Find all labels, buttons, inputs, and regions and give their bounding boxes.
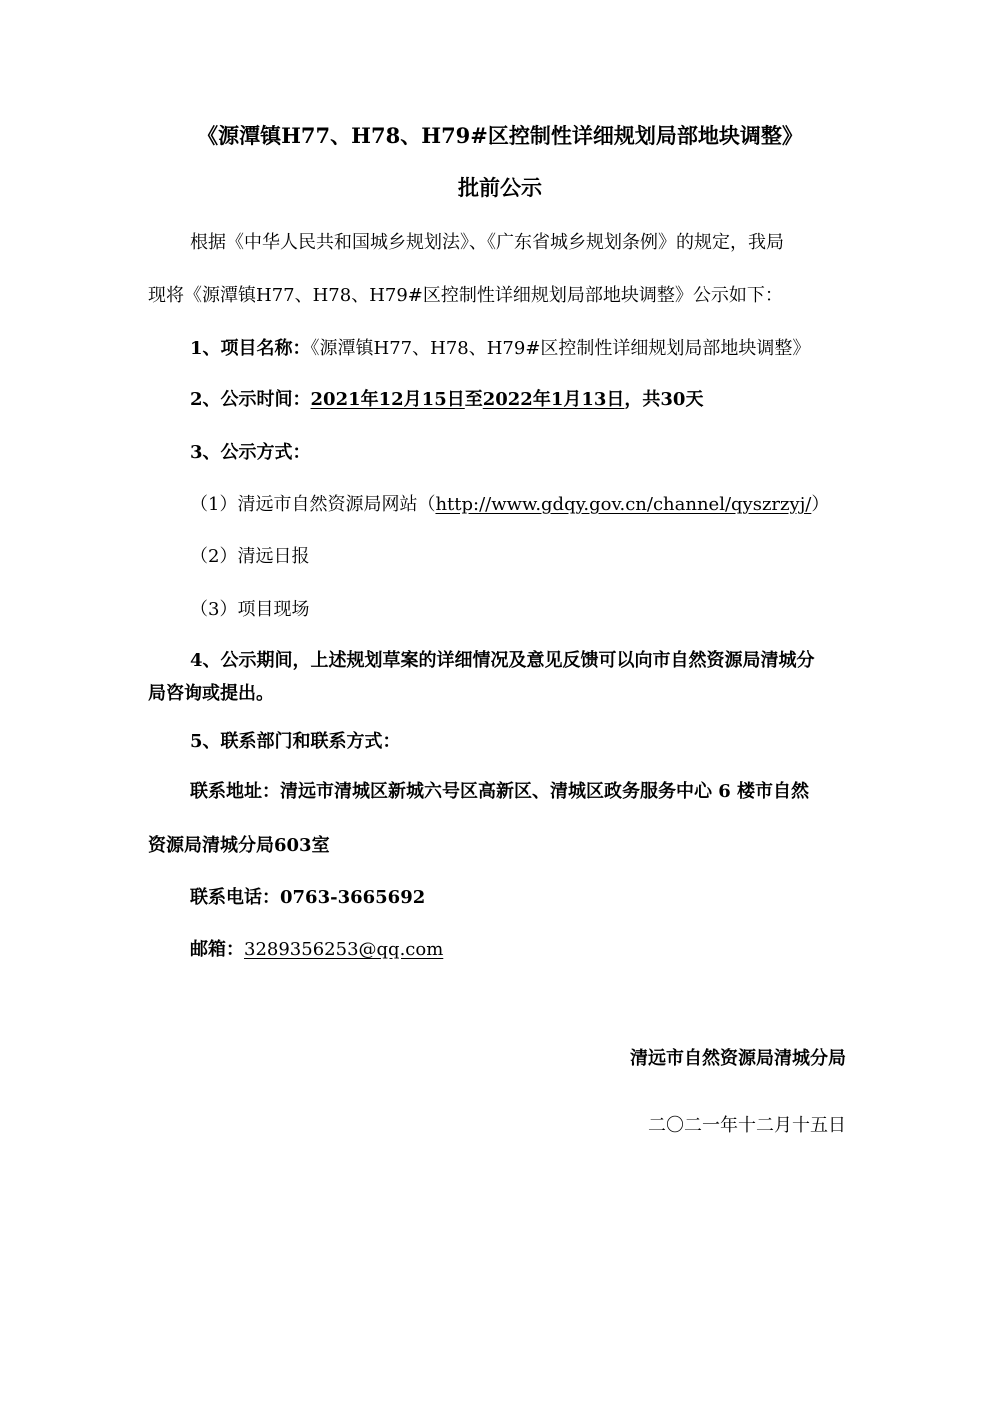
email-row xyxy=(190,938,443,962)
item-2-start-date: 2021年12月15日 xyxy=(310,389,465,410)
item-1-label: 1、项目名称： xyxy=(190,338,311,359)
method-1-suffix: ） xyxy=(811,494,830,515)
phone: 联系电话：0763-3665692 xyxy=(190,887,426,908)
item-4-line-2: 局咨询或提出。 xyxy=(148,683,274,704)
website-link[interactable]: http://www.gdqy.gov.cn/channel/qyszrzyj/ xyxy=(435,494,812,515)
intro-line-1: 根据《中华人民共和国城乡规划法》、《广东省城乡规划条例》的规定，我局 xyxy=(190,232,784,253)
method-1 xyxy=(190,493,829,517)
signature-org: 清远市自然资源局清城分局 xyxy=(630,1048,846,1069)
item-2-label: 2、公示时间： xyxy=(190,389,311,410)
signature-date: 二〇二一年十二月十五日 xyxy=(648,1115,846,1136)
item-3-label: 3、公示方式： xyxy=(190,442,311,463)
item-1 xyxy=(190,337,810,361)
document-subtitle: 批前公示 xyxy=(458,175,542,200)
item-1-value: 《源潭镇H77、H78、H79#区控制性详细规划局部地块调整》 xyxy=(310,338,811,359)
address-line-1: 联系地址：清远市清城区新城六号区高新区、清城区政务服务中心 6 楼市自然 xyxy=(190,781,810,802)
item-2-to: 至 xyxy=(464,389,483,410)
document-title: 《源潭镇H77、H78、H79#区控制性详细规划局部地块调整》 xyxy=(197,123,803,148)
method-2: （2）清远日报 xyxy=(190,546,310,567)
method-1-prefix: （1）清远市自然资源局网站（ xyxy=(190,494,436,515)
item-5-label: 5、联系部门和联系方式： xyxy=(190,731,401,752)
item-4-line-1: 4、公示期间，上述规划草案的详细情况及意见反馈可以向市自然资源局清城分 xyxy=(190,650,815,671)
address-line-2: 资源局清城分局603室 xyxy=(148,835,330,856)
method-3: （3）项目现场 xyxy=(190,599,310,620)
item-2-duration: ，共30天 xyxy=(624,389,704,410)
intro-line-2: 现将《源潭镇H77、H78、H79#区控制性详细规划局部地块调整》公示如下： xyxy=(148,285,783,306)
item-2-end-date: 2022年1月13日 xyxy=(482,389,625,410)
email-label: 邮箱： xyxy=(190,939,244,960)
email-link[interactable]: 3289356253@qq.com xyxy=(244,939,444,960)
item-2 xyxy=(190,388,703,412)
